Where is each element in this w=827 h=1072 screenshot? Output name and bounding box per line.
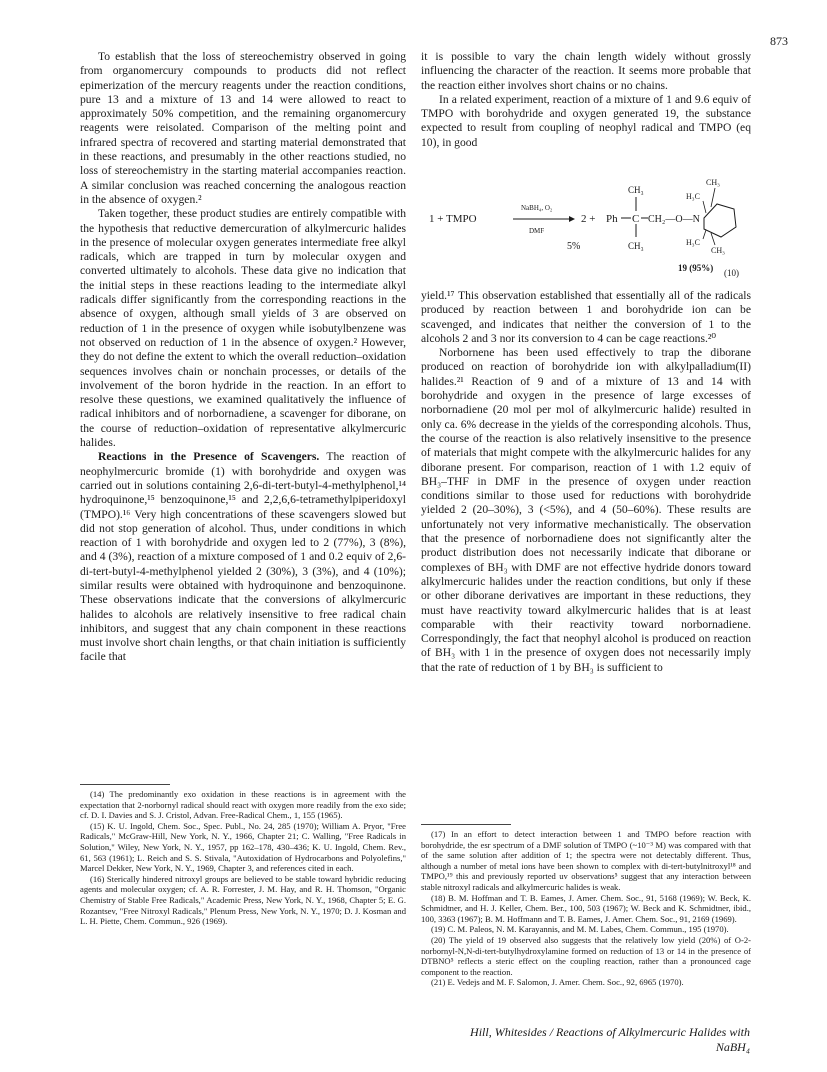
paragraph-norbornene: Norbornene has been used effectively to trap the diborane produced on reaction of borohydride ion with alkylpalladium(II) halides.²¹ Reaction of 9 and of a mixture of 13 and 14 with borohydride and oxygen in the presence of large excesses of norbornadiene (20 mol per mol of alkylmercuric halide) resulted in only ca. 6% decrease in the yields of the corresponding alcohols. Thus, the course of the reaction is also relatively insensitive to the presence of materials that might compete with the alkylmercuric halides for any diborane present. For comparison, reaction of 1 with 1.2 equiv of BH₃–THF in DMF in the presence of oxygen under reaction conditions similar to those used for reductions with borohydride yielded 2 (20–30%), 3 (<5%), and 4 (50–60%). These results are unfortunately not very informative mechanistically. The observation that the presence of norbornadiene does not significantly alter the product distribution does not necessarily indicate that diborane or complexes of BH₃ with DMF are not effective hydride donors toward alkylmercuric halides under the reaction conditions, but only if these or other diborane derivatives are important in these reductions, they must have reactivity toward alkylmercuric halides that is at least comparable with their reactivity toward norbornadiene. Correspondingly, the fact that neophyl alcohol is produced on reaction of BH₃ with 1 in the presence of oxygen does not necessarily imply that the rate of reduction of 1 by BH₃ is sufficient to xyxy=(421,346,751,674)
right-column-top xyxy=(421,50,751,150)
scheme-h3c-top: H₃C xyxy=(686,192,700,201)
scheme-eq-number: (10) xyxy=(724,268,739,278)
footnote-14: (14) The predominantly exo oxidation in these reactions is in agreement with the expectation that 2-norbornyl radical should react with oxygen more readily from the exo side; cf. D. I. Davies and S. J. Cristol, Advan. Free-Radical Chem., 1, 155 (1965). xyxy=(80,789,406,821)
paragraph-chain-length: it is possible to vary the chain length widely without grossly influencing the character of the reaction. It seems more probable that the reaction either involves short chains or no chains. xyxy=(421,50,751,92)
scavengers-text: The reaction of neophylmercuric bromide (1) with borohydride and oxygen was carried out in solutions containing 2,6-di-tert-butyl-4-methylphenol,¹⁴ hydroquinone,¹⁵ benzoquinone,¹⁵ and 2,2,6,6-tetramethylpiperidoxyl (TMPO).¹⁶ Very high concentrations of these scavengers slowed but did not stop generation of alcohol. Thus, under conditions in which reaction of 1 with borohydride and oxygen led to 2 (77%), 3 (8%), and 4 (3%), reaction of a mixture composed of 1 and 0.2 equiv of 2,6-di-tert-butyl-4-methylphenol yielded 2 (30%), 3 (3%), and 4 (10%); similar results were obtained with hydroquinone and benzoquinone. These observations indicate that the conversions of alkylmercuric halides to alcohols are relatively insensitive to free radical chain inhibitors, and suggest that any chain component in these reactions must involve short chain lengths, or that chain initiation is sufficiently facile that xyxy=(80,450,406,664)
scheme-chain: CH₂—O—N xyxy=(648,214,700,225)
paragraph-scavengers xyxy=(80,450,406,664)
scheme-product-2: 2 + xyxy=(581,213,596,225)
paragraph-yield: yield.¹⁷ This observation established that essentially all of the radicals produced by reaction between 1 and borohydride ion can be scavenged, and indicates that neither the conversion of 1 to the alcohols 2 and 3 nor its conversion to 4 can be cage reactions.²⁰ xyxy=(421,289,751,345)
footnote-rule-left xyxy=(80,784,170,785)
running-footer: Hill, Whitesides / Reactions of Alkylmercuric Halides with NaBH₄ xyxy=(470,1025,750,1054)
scheme-reactants: 1 + TMPO xyxy=(429,213,477,225)
scheme-ch3-top: CH₃ xyxy=(628,185,644,195)
footnote-15: (15) K. U. Ingold, Chem. Soc., Spec. Publ., No. 24, 285 (1970); William A. Pryor, "Free Radicals," McGraw-Hill, New York, N. Y., 1966, Chapter 21; C. Walling, "Free Radicals in Solution," Wiley, New York, N. Y., 1957, pp 162–178, 430–436; K. U. Ingold, Chem. Rev., 61, 563 (1961); L. Reich and S. S. Stivala, "Autoxidation of Hydrocarbons and Polyolefins," Marcel Dekker, New York, N. Y., 1969, Chapter 3, and references cited in each. xyxy=(80,820,406,874)
scheme-ch3-ring-top: CH₃ xyxy=(706,178,720,187)
scheme-c: C xyxy=(632,213,640,225)
scheme-yield-2: 5% xyxy=(567,241,581,252)
scheme-reagent-above: NaBH₄, O₂ xyxy=(521,204,553,212)
footnotes-left xyxy=(80,789,406,927)
paragraph-stereochemistry: To establish that the loss of stereochemistry observed in going from organomercury compounds to products did not reflect epimerization of the mercury reagents under the reaction conditions, pure 13 and a mixture of 13 and 14 were allowed to react to approximately 50% competition, and the remaining organomercury reagents were reisolated. Comparison of the melting point and infrared spectra of recovered and starting material demonstrated that in these reactions, and presumably in the other reactions studied, no loss of stereochemistry in the starting material accompanies reaction. A similar conclusion was reached concerning the analogous reaction in the absence of oxygen.² xyxy=(80,50,406,206)
right-column-bottom xyxy=(421,289,751,675)
footnote-16: (16) Sterically hindered nitroxyl groups are believed to be stable toward hybridic reducing agents and molecular oxygen; cf. A. R. Forrester, J. M. Hay, and R. H. Thomson, "Organic Chemistry of Stable Free Radicals," Academic Press, New York, N. Y., 1968, Chapter 5; E. G. Rozantsev, "Free Nitroxyl Radicals," Plenum Press, New York, N. Y., 1970; D. J. Kosman and L. H. Piette, Chem. Commun., 926 (1969). xyxy=(80,873,406,927)
scheme-ch3-bottom: CH₃ xyxy=(628,241,644,251)
scheme-ph: Ph xyxy=(606,213,618,225)
paragraph-product-studies: Taken together, these product studies are entirely compatible with the hypothesis that reductive demercuration of alkylmercuric halides in the presence of molecular oxygen generates intermediate free alkyl radicals, which are trapped in turn by molecular oxygen and converted ultimately to alcohols. These data give no indication that the initial steps in these reactions leading to the intermediate alkyl radicals differ significantly from the corresponding reactions in the absence of oxygen, although small yields of 3 are observed on reduction of 1 in the presence of oxygen while isobutylbenzene was not observed on reduction of 1 in the absence of oxygen.² However, they do not define the extent to which the overall reduction–oxidation sequences involves chain or nonchain processes, or details of the involvement of the boron hydride in the reaction. In an effort to resolve these questions, we examined qualitatively the influence of radical inhibitors and of norbornadiene, a scavenger for diborane, on the course of reduction–oxidation of representative alkylmercuric halides. xyxy=(80,207,406,450)
footnote-21: (21) E. Vedejs and M. F. Salomon, J. Amer. Chem. Soc., 92, 6965 (1970). xyxy=(431,977,684,988)
footnote-20: (20) The yield of 19 observed also suggests that the relatively low yield (20%) of O-2-norbornyl-N,N-di-tert-butylhydroxylamine formed on reduction of 13 or 14 in the presence of DTBNO⁵ reflects a steric effect on the coupling reaction, rather than a pronounced cage component to the reaction. xyxy=(421,934,751,977)
scheme-product-label: 19 (95%) xyxy=(678,263,714,273)
scheme-h3c-bottom: H₃C xyxy=(686,238,700,247)
footnote-18: (18) B. M. Hoffman and T. B. Eames, J. Amer. Chem. Soc., 91, 5168 (1969); W. Beck, K. Schmidtner, and H. J. Keller, Chem. Ber., 100, 503 (1967); W. Beck and K. Schmidtner, ibid., 100, 3363 (1967); B. M. Hoffmann and T. B. Eames, J. Amer. Chem. Soc., 91, 2169 (1969). xyxy=(421,892,751,924)
page-number: 873 xyxy=(770,34,788,48)
scheme-reagent-below: DMF xyxy=(529,227,545,235)
footnote-19: (19) C. M. Paleos, N. M. Karayannis, and M. M. Labes, Chem. Commun., 195 (1970). xyxy=(431,924,729,935)
reaction-scheme-eq10 xyxy=(421,173,751,290)
footnotes-right xyxy=(421,829,751,988)
footnote-rule-right xyxy=(421,824,511,825)
paragraph-tmpo-experiment: In a related experiment, reaction of a mixture of 1 and 9.6 equiv of TMPO with borohydride and oxygen generated 19, the substance expected to result from coupling of neophyl radical and TMPO (eq 10), in good xyxy=(421,92,751,149)
left-column xyxy=(80,50,406,665)
scheme-svg xyxy=(421,173,751,290)
scheme-ch3-ring-bottom: CH₃ xyxy=(711,246,725,255)
footnote-17: (17) In an effort to detect interaction between 1 and TMPO before reaction with borohydride, the esr spectrum of a DMF solution of TMPO (~10⁻³ M) was compared with that of the same solution after addition of 1; the spectra were not detectably different. Thus, although a number of metal ions have been shown to complex with di-tert-butylnitroxyl¹⁸ and TMPO,¹⁹ this and previously reported uv observations⁵ suggest that any interaction between stable nitroxyl radicals and alkylmercuric halides is weak. xyxy=(421,829,751,892)
section-heading-scavengers: Reactions in the Presence of Scavengers. xyxy=(98,450,320,464)
